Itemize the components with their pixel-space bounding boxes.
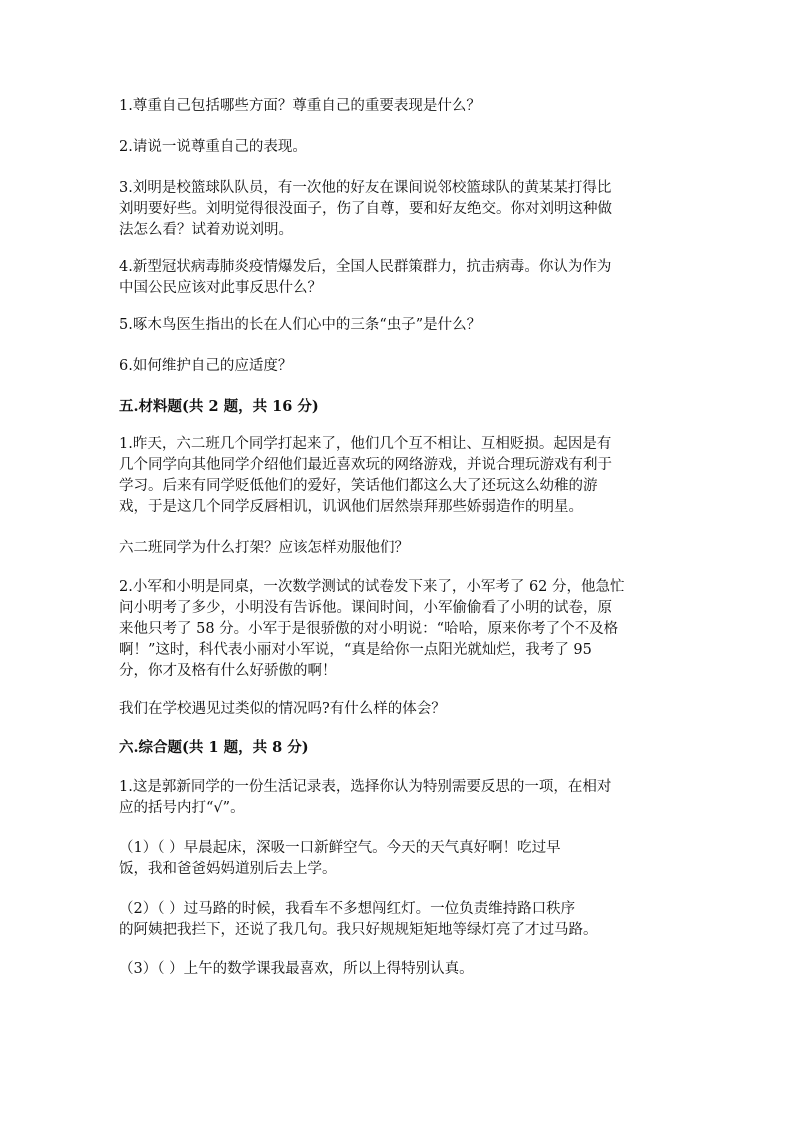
section-6-heading: 六.综合题(共 1 题，共 8 分) bbox=[119, 739, 309, 756]
material-1-text: 几个同学向其他同学介绍他们最近喜欢玩的网络游戏，并说合理玩游戏有利于 bbox=[119, 457, 612, 473]
record-item-3: （3）（ ）上午的数学课我最喜欢，所以上得特别认真。 bbox=[119, 961, 474, 977]
material-2-text: 来他只考了 58 分。小军于是很骄傲的对小明说：“哈哈，原来你考了个不及格 bbox=[119, 621, 619, 637]
question-1-text: 1.尊重自己包括哪些方面？尊重自己的重要表现是什么？ bbox=[119, 98, 481, 114]
question-3-text: 3.刘明是校篮球队队员，有一次他的好友在课间说邻校篮球队的黄某某打得比 bbox=[119, 180, 612, 196]
question-4-text: 中国公民应该对此事反思什么？ bbox=[119, 280, 322, 296]
question-2-text: 2.请说一说尊重自己的表现。 bbox=[119, 139, 307, 155]
question-4-text: 4.新型冠状病毒肺炎疫情爆发后，全国人民群策群力，抗击病毒。你认为作为 bbox=[119, 259, 612, 275]
question-3-text: 刘明要好些。刘明觉得很没面子，伤了自尊，要和好友绝交。你对刘明这种做 bbox=[119, 201, 612, 217]
material-1-text: 1.昨天，六二班几个同学打起来了，他们几个互不相让、互相贬损。起因是有 bbox=[119, 436, 612, 452]
record-item-1: 饭，我和爸爸妈妈道别后去上学。 bbox=[119, 861, 337, 877]
question-5-text: 5.啄木鸟医生指出的长在人们心中的三条“虫子”是什么？ bbox=[119, 317, 482, 333]
material-1-text: 戏，于是这几个同学反唇相讥，讥讽他们居然崇拜那些娇弱造作的明星。 bbox=[119, 499, 583, 515]
material-2-text: 2.小军和小明是同桌，一次数学测试的试卷发下来了，小军考了 62 分，他急忙 bbox=[119, 579, 625, 595]
material-2-text: 问小明考了多少，小明没有告诉他。课间时间，小军偷偷看了小明的试卷，原 bbox=[119, 600, 612, 616]
record-item-1: （1）（ ）早晨起床，深吸一口新鲜空气。今天的天气真好啊！吃过早 bbox=[119, 840, 561, 856]
record-item-2: （2）（ ）过马路的时候，我看车不多想闯红灯。一位负责维持路口秩序 bbox=[119, 901, 576, 917]
section-5-heading: 五.材料题(共 2 题，共 16 分) bbox=[119, 398, 319, 415]
comprehensive-1-text: 1.这是郭新同学的一份生活记录表，选择你认为特别需要反思的一项，在相对 bbox=[119, 779, 612, 795]
material-1-text: 学习。后来有同学贬低他们的爱好，笑话他们都这么大了还玩这么幼稚的游 bbox=[119, 478, 598, 494]
material-2-text: 啊！”这时，科代表小丽对小军说，“真是给你一点阳光就灿烂，我考了 95 bbox=[119, 642, 592, 658]
comprehensive-1-text: 应的括号内打“√”。 bbox=[119, 800, 245, 816]
material-1-question: 六二班同学为什么打架？应该怎样劝服他们？ bbox=[119, 540, 409, 556]
material-2-text: 分，你才及格有什么好骄傲的啊！ bbox=[119, 663, 337, 679]
record-item-2: 的阿姨把我拦下，还说了我几句。我只好规规矩矩地等绿灯亮了才过马路。 bbox=[119, 922, 598, 938]
question-6-text: 6.如何维护自己的应适度？ bbox=[119, 358, 293, 374]
material-2-question: 我们在学校遇见过类似的情况吗?有什么样的体会？ bbox=[119, 701, 446, 717]
question-3-text: 法怎么看？试着劝说刘明。 bbox=[119, 222, 293, 238]
